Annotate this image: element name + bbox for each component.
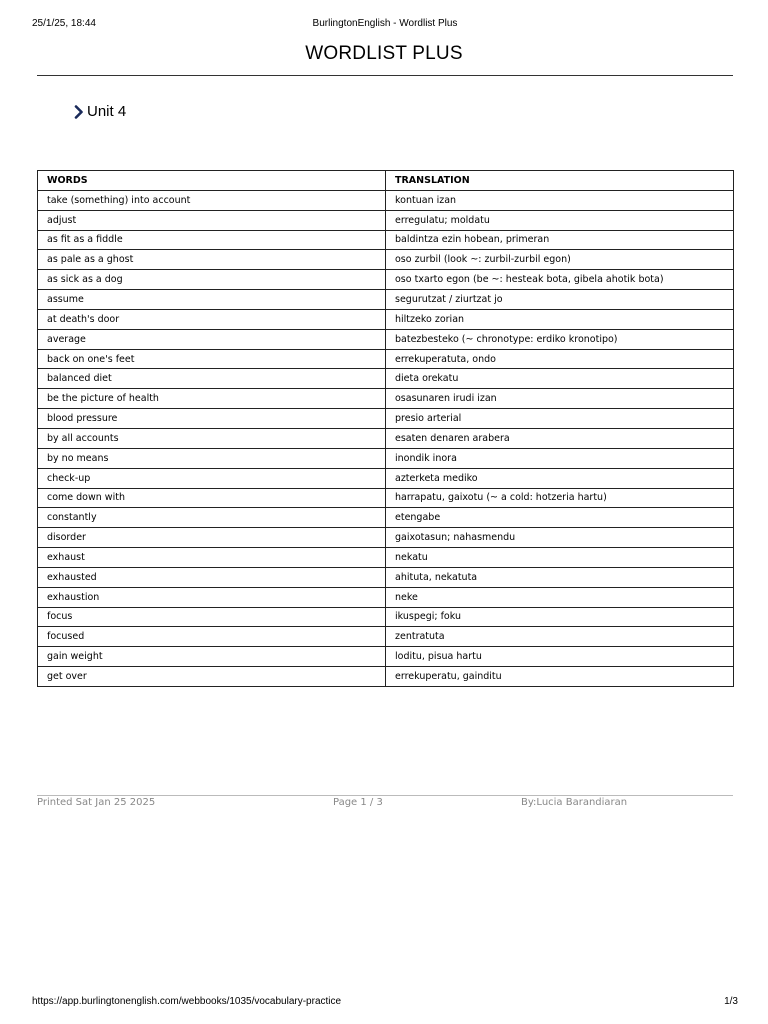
- word-cell: constantly: [38, 508, 386, 528]
- word-cell: as sick as a dog: [38, 270, 386, 290]
- translation-cell: errekuperatu, gainditu: [386, 667, 734, 687]
- page-title: WORDLIST PLUS: [305, 43, 463, 64]
- table-row: [38, 349, 734, 369]
- translation-cell: osasunaren irudi izan: [386, 389, 734, 409]
- word-cell: focused: [38, 627, 386, 647]
- table-row: [38, 428, 734, 448]
- column-header-words: WORDS: [38, 171, 386, 191]
- table-row: [38, 409, 734, 429]
- table-row: [38, 548, 734, 568]
- footer-divider: [37, 795, 733, 796]
- table-row: [38, 250, 734, 270]
- table-row: [38, 290, 734, 310]
- translation-cell: nekatu: [386, 548, 734, 568]
- browser-page-count: 1/3: [724, 996, 738, 1007]
- word-cell: gain weight: [38, 647, 386, 667]
- table-row: [38, 488, 734, 508]
- word-cell: by no means: [38, 448, 386, 468]
- table-row: [38, 587, 734, 607]
- translation-cell: neke: [386, 587, 734, 607]
- word-cell: exhaust: [38, 548, 386, 568]
- print-footer: [37, 797, 733, 811]
- translation-cell: ahituta, nekatuta: [386, 567, 734, 587]
- word-cell: blood pressure: [38, 409, 386, 429]
- table-row: [38, 647, 734, 667]
- word-cell: average: [38, 329, 386, 349]
- word-cell: come down with: [38, 488, 386, 508]
- word-cell: balanced diet: [38, 369, 386, 389]
- table-row: [38, 210, 734, 230]
- word-cell: disorder: [38, 528, 386, 548]
- translation-cell: errekuperatuta, ondo: [386, 349, 734, 369]
- word-cell: back on one's feet: [38, 349, 386, 369]
- translation-cell: oso txarto egon (be ~: hesteak bota, gibela ahotik bota): [386, 270, 734, 290]
- word-cell: as fit as a fiddle: [38, 230, 386, 250]
- table-row: [38, 369, 734, 389]
- table-row: [38, 468, 734, 488]
- table-row: [38, 528, 734, 548]
- translation-cell: inondik inora: [386, 448, 734, 468]
- title-divider: [37, 75, 733, 76]
- translation-cell: batezbesteko (~ chronotype: erdiko kronotipo): [386, 329, 734, 349]
- word-cell: adjust: [38, 210, 386, 230]
- table-row: [38, 448, 734, 468]
- word-cell: by all accounts: [38, 428, 386, 448]
- print-header: [32, 18, 738, 32]
- table-row: [38, 508, 734, 528]
- translation-cell: erregulatu; moldatu: [386, 210, 734, 230]
- translation-cell: presio arterial: [386, 409, 734, 429]
- unit-heading: [74, 103, 126, 120]
- browser-print-footer: [32, 996, 738, 1010]
- word-cell: check-up: [38, 468, 386, 488]
- table-row: [38, 567, 734, 587]
- table-row: [38, 329, 734, 349]
- unit-label: Unit 4: [87, 103, 127, 120]
- column-header-translation: TRANSLATION: [386, 171, 734, 191]
- table-row: [38, 667, 734, 687]
- table-row: [38, 389, 734, 409]
- table-row: [38, 230, 734, 250]
- chevron-right-icon: [74, 105, 84, 119]
- word-cell: assume: [38, 290, 386, 310]
- table-row: [38, 627, 734, 647]
- translation-cell: oso zurbil (look ~: zurbil-zurbil egon): [386, 250, 734, 270]
- print-page-title: BurlingtonEnglish - Wordlist Plus: [312, 18, 458, 29]
- translation-cell: loditu, pisua hartu: [386, 647, 734, 667]
- translation-cell: ikuspegi; foku: [386, 607, 734, 627]
- translation-cell: kontuan izan: [386, 190, 734, 210]
- word-cell: be the picture of health: [38, 389, 386, 409]
- word-cell: get over: [38, 667, 386, 687]
- translation-cell: azterketa mediko: [386, 468, 734, 488]
- printed-date: Printed Sat Jan 25 2025: [37, 797, 156, 808]
- word-cell: focus: [38, 607, 386, 627]
- word-cell: exhausted: [38, 567, 386, 587]
- table-row: [38, 270, 734, 290]
- wordlist-body: [38, 190, 734, 686]
- table-row: [38, 607, 734, 627]
- page-number: Page 1 / 3: [333, 797, 383, 808]
- translation-cell: etengabe: [386, 508, 734, 528]
- translation-cell: hiltzeko zorian: [386, 309, 734, 329]
- translation-cell: gaixotasun; nahasmendu: [386, 528, 734, 548]
- translation-cell: segurutzat / ziurtzat jo: [386, 290, 734, 310]
- word-cell: take (something) into account: [38, 190, 386, 210]
- translation-cell: dieta orekatu: [386, 369, 734, 389]
- translation-cell: baldintza ezin hobean, primeran: [386, 230, 734, 250]
- translation-cell: harrapatu, gaixotu (~ a cold: hotzeria hartu): [386, 488, 734, 508]
- wordlist-table: [37, 170, 734, 687]
- translation-cell: zentratuta: [386, 627, 734, 647]
- translation-cell: esaten denaren arabera: [386, 428, 734, 448]
- word-cell: at death's door: [38, 309, 386, 329]
- page-url: https://app.burlingtonenglish.com/webbooks/1035/vocabulary-practice: [32, 996, 342, 1007]
- word-cell: exhaustion: [38, 587, 386, 607]
- table-row: [38, 309, 734, 329]
- word-cell: as pale as a ghost: [38, 250, 386, 270]
- print-datetime: 25/1/25, 18:44: [32, 18, 96, 29]
- table-header-row: [38, 171, 734, 191]
- table-row: [38, 190, 734, 210]
- author: By:Lucia Barandiaran: [521, 797, 628, 808]
